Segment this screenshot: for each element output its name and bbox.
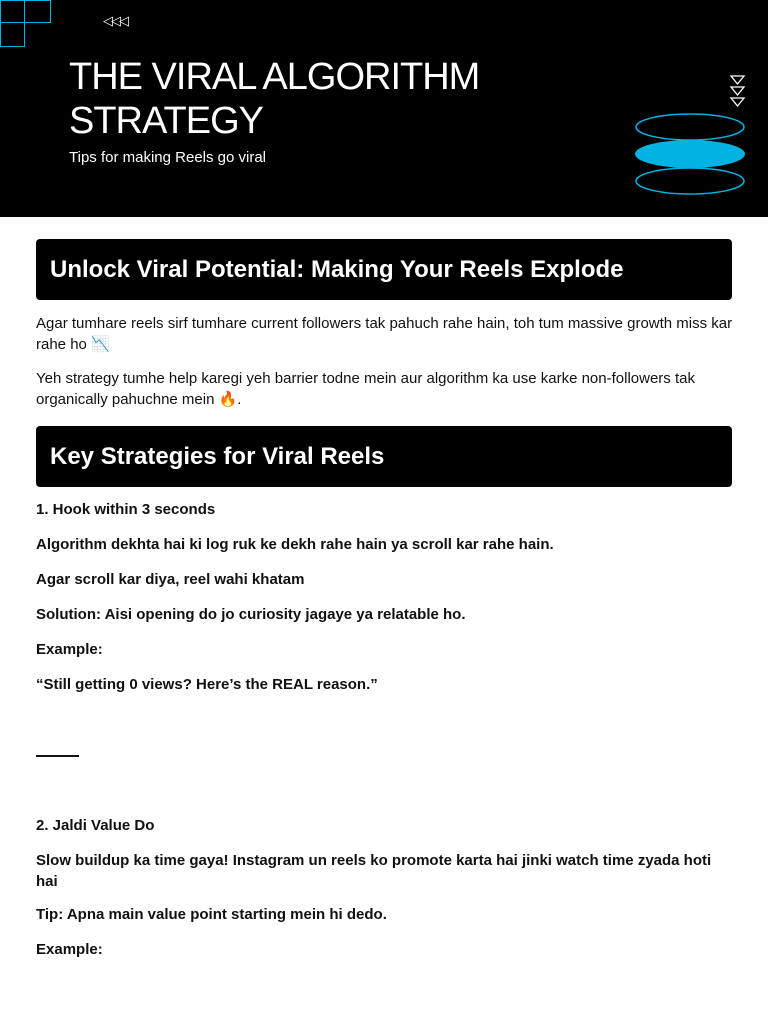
strategy-1-example-label: Example: — [36, 641, 103, 658]
page-title — [69, 55, 479, 143]
rewind-icon: ◁◁◁ — [103, 14, 127, 29]
strategy-2-line-1: Slow buildup ka time gaya! Instagram un reels ko promote karta hai jinki watch time zyada hoti hai — [36, 852, 712, 890]
grid-decoration-icon — [0, 0, 52, 48]
title-line-2: STRATEGY — [69, 100, 263, 142]
strategy-2-example-label: Example: — [36, 941, 103, 958]
stacked-ellipses-icon — [633, 112, 747, 198]
strategy-1-line-1: Algorithm dekhta hai ki log ruk ke dekh rahe hain ya scroll kar rahe hain. — [36, 536, 554, 553]
intro-paragraph-2: Yeh strategy tumhe help karegi yeh barrier todne mein aur algorithm ka use karke non-followers tak organically pahuchne mein 🔥. — [36, 370, 695, 408]
strategy-1-line-2: Agar scroll kar diya, reel wahi khatam — [36, 571, 305, 588]
strategy-1-title: 1. Hook within 3 seconds — [36, 501, 216, 518]
header-banner — [0, 0, 768, 217]
section-heading-key-strategies: Key Strategies for Viral Reels — [36, 426, 732, 487]
intro-paragraph-1: Agar tumhare reels sirf tumhare current followers tak pahuch rahe hain, toh tum massive growth miss kar rahe ho 📉 — [36, 315, 733, 353]
section-heading-viral-potential: Unlock Viral Potential: Making Your Reels Explode — [36, 239, 732, 300]
strategy-1-example: “Still getting 0 views? Here’s the REAL reason.” — [36, 676, 378, 693]
title-line-1: THE VIRAL ALGORITHM — [69, 56, 480, 98]
strategy-2-tip: Tip: Apna main value point starting mein hi dedo. — [36, 906, 387, 923]
down-triangles-icon — [729, 74, 747, 108]
strategy-1-solution: Solution: Aisi opening do jo curiosity jagaye ya relatable ho. — [36, 606, 466, 623]
page-subtitle: Tips for making Reels go viral — [69, 149, 267, 166]
strategy-2-title: 2. Jaldi Value Do — [36, 817, 155, 834]
section-divider — [36, 755, 79, 757]
